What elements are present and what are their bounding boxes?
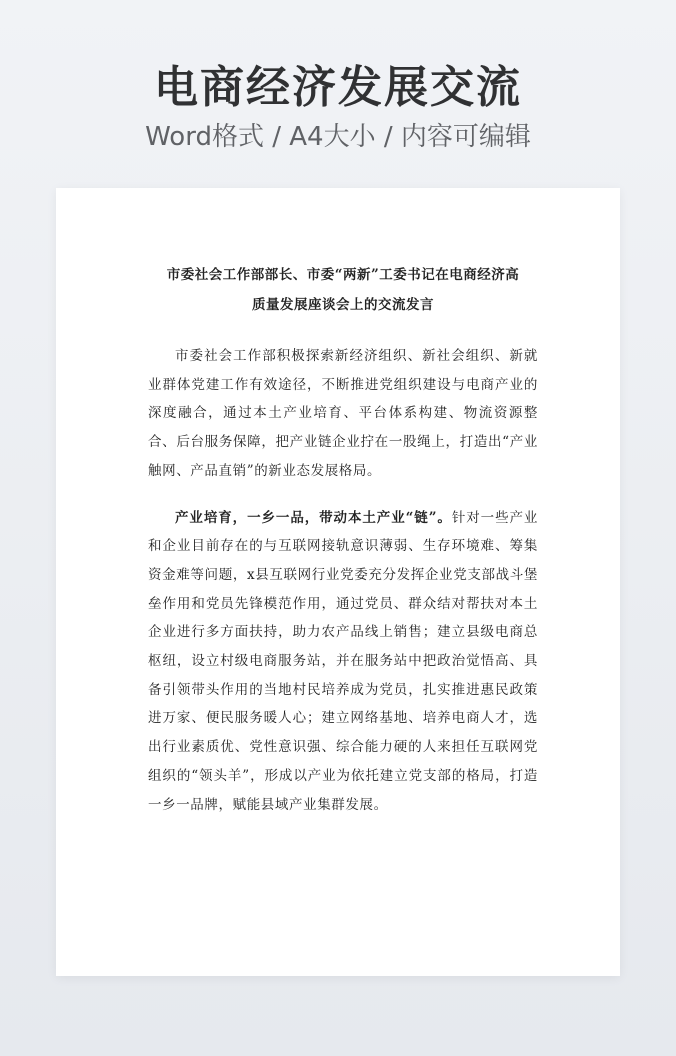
document-title — [148, 260, 538, 320]
paragraph-intro: 市委社会工作部积极探索新经济组织、新社会组织、新就业群体党建工作有效途径，不断推进党组织建设与电商产业的深度融合，通过本土产业培育、平台体系构建、物流资源整合、后台服务保障，把产业链企业拧在一股绳上，打造出“产业触网、产品直销”的新业态发展格局。 — [148, 348, 538, 479]
page-subtitle: Word格式 / A4大小 / 内容可编辑 — [145, 122, 531, 152]
page-header — [0, 60, 676, 154]
page-title: 电商经济发展交流 — [154, 62, 522, 113]
document-page — [56, 188, 620, 976]
document-title-line-1: 市委社会工作部部长、市委“两新”工委书记在电商经济高 — [166, 267, 520, 283]
document-title-line-2: 质量发展座谈会上的交流发言 — [252, 297, 434, 313]
paragraph-industry-heading: 产业培育，一乡一品，带动本土产业“链”。 — [175, 509, 452, 526]
document-body — [148, 260, 538, 837]
paragraph-industry — [148, 504, 538, 820]
paragraph-industry-body: 针对一些产业和企业目前存在的与互联网接轨意识薄弱、生存环境难、筹集资金难等问题，x县互联网行业党委充分发挥企业党支部战斗堡垒作用和党员先锋模范作用，通过党员、群众结对帮扶对本土企业进行多方面扶持，助力农产品线上销售；建立县级电商总枢纽，设立村级电商服务站，并在服务站中把政治觉悟高、具备引领带头作用的当地村民培养成为党员，扎实推进惠民政策进万家、便民服务暖人心；建立网络基地、培养电商人才，选出行业素质优、党性意识强、综合能力硬的人来担任互联网党组织的“领头羊”，形成以产业为依托建立党支部的格局，打造一乡一品牌，赋能县域产业集群发展。 — [148, 509, 539, 813]
